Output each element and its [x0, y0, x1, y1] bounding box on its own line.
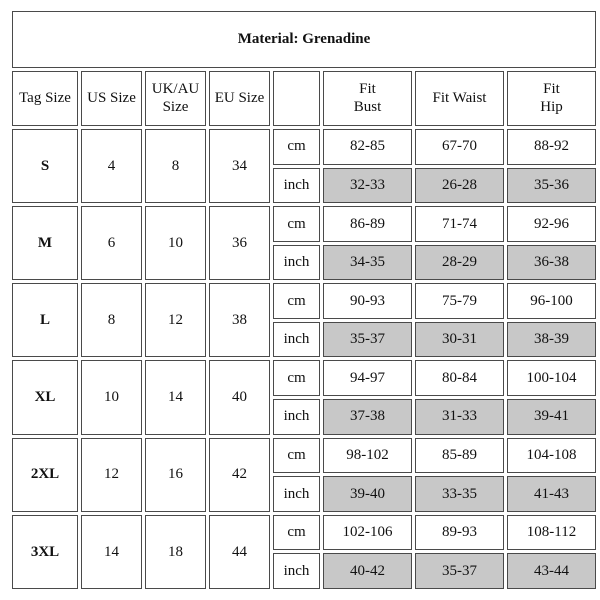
size-chart-table: [9, 8, 599, 592]
header-us-size: US Size: [81, 71, 142, 126]
bust-inch-cell: 32-33: [323, 168, 412, 204]
hip-cm-cell: 92-96: [507, 206, 596, 242]
title-row: [12, 11, 596, 68]
eu-size-cell: 44: [209, 515, 270, 589]
header-row: [12, 71, 596, 126]
unit-inch-cell: inch: [273, 168, 320, 204]
hip-cm-cell: 100-104: [507, 360, 596, 396]
header-fit-bust: [323, 71, 412, 126]
header-eu-size: EU Size: [209, 71, 270, 126]
us-size-cell: 6: [81, 206, 142, 280]
tag-size-cell: 3XL: [12, 515, 78, 589]
us-size-cell: 4: [81, 129, 142, 203]
waist-cm-cell: 89-93: [415, 515, 504, 551]
bust-cm-cell: 90-93: [323, 283, 412, 319]
tag-size-cell: S: [12, 129, 78, 203]
table-row-s-cm: [12, 129, 596, 165]
hip-cm-cell: 88-92: [507, 129, 596, 165]
header-tag-size: Tag Size: [12, 71, 78, 126]
waist-inch-cell: 35-37: [415, 553, 504, 589]
ukau-size-cell: 18: [145, 515, 206, 589]
eu-size-cell: 38: [209, 283, 270, 357]
bust-cm-cell: 98-102: [323, 438, 412, 474]
table-row-3xl-cm: [12, 515, 596, 551]
unit-inch-cell: inch: [273, 399, 320, 435]
bust-inch-cell: 37-38: [323, 399, 412, 435]
table-row-m-cm: [12, 206, 596, 242]
tag-size-cell: 2XL: [12, 438, 78, 512]
table-title: Material: Grenadine: [12, 11, 596, 68]
hip-cm-cell: 104-108: [507, 438, 596, 474]
waist-cm-cell: 71-74: [415, 206, 504, 242]
header-ukau-line2: Size: [162, 99, 189, 116]
hip-cm-cell: 96-100: [507, 283, 596, 319]
tag-size-cell: L: [12, 283, 78, 357]
header-fit-hip: [507, 71, 596, 126]
bust-cm-cell: 102-106: [323, 515, 412, 551]
unit-cm-cell: cm: [273, 206, 320, 242]
unit-inch-cell: inch: [273, 553, 320, 589]
bust-cm-cell: 86-89: [323, 206, 412, 242]
tag-size-cell: M: [12, 206, 78, 280]
unit-inch-cell: inch: [273, 322, 320, 358]
unit-cm-cell: cm: [273, 283, 320, 319]
eu-size-cell: 34: [209, 129, 270, 203]
eu-size-cell: 42: [209, 438, 270, 512]
header-fit-bust-line2: Bust: [353, 99, 382, 116]
waist-inch-cell: 31-33: [415, 399, 504, 435]
hip-inch-cell: 38-39: [507, 322, 596, 358]
table-row-l-cm: [12, 283, 596, 319]
bust-inch-cell: 40-42: [323, 553, 412, 589]
header-fit-bust-line1: Fit: [359, 80, 376, 97]
eu-size-cell: 40: [209, 360, 270, 434]
header-fit-hip-line1: Fit: [543, 80, 560, 97]
header-unit: [273, 71, 320, 126]
waist-inch-cell: 26-28: [415, 168, 504, 204]
unit-cm-cell: cm: [273, 129, 320, 165]
ukau-size-cell: 8: [145, 129, 206, 203]
us-size-cell: 10: [81, 360, 142, 434]
ukau-size-cell: 14: [145, 360, 206, 434]
us-size-cell: 8: [81, 283, 142, 357]
waist-inch-cell: 30-31: [415, 322, 504, 358]
ukau-size-cell: 10: [145, 206, 206, 280]
hip-inch-cell: 41-43: [507, 476, 596, 512]
bust-cm-cell: 94-97: [323, 360, 412, 396]
bust-inch-cell: 34-35: [323, 245, 412, 281]
bust-inch-cell: 39-40: [323, 476, 412, 512]
bust-cm-cell: 82-85: [323, 129, 412, 165]
hip-cm-cell: 108-112: [507, 515, 596, 551]
waist-cm-cell: 85-89: [415, 438, 504, 474]
ukau-size-cell: 16: [145, 438, 206, 512]
header-ukau-size: [145, 71, 206, 126]
unit-cm-cell: cm: [273, 360, 320, 396]
ukau-size-cell: 12: [145, 283, 206, 357]
unit-inch-cell: inch: [273, 476, 320, 512]
waist-inch-cell: 28-29: [415, 245, 504, 281]
header-fit-hip-line2: Hip: [540, 99, 563, 116]
bust-inch-cell: 35-37: [323, 322, 412, 358]
unit-cm-cell: cm: [273, 515, 320, 551]
us-size-cell: 14: [81, 515, 142, 589]
table-row-xl-cm: [12, 360, 596, 396]
us-size-cell: 12: [81, 438, 142, 512]
unit-inch-cell: inch: [273, 245, 320, 281]
unit-cm-cell: cm: [273, 438, 320, 474]
hip-inch-cell: 39-41: [507, 399, 596, 435]
hip-inch-cell: 36-38: [507, 245, 596, 281]
waist-cm-cell: 75-79: [415, 283, 504, 319]
waist-inch-cell: 33-35: [415, 476, 504, 512]
hip-inch-cell: 35-36: [507, 168, 596, 204]
waist-cm-cell: 67-70: [415, 129, 504, 165]
table-row-2xl-cm: [12, 438, 596, 474]
tag-size-cell: XL: [12, 360, 78, 434]
header-ukau-line1: UK/AU: [151, 80, 200, 97]
eu-size-cell: 36: [209, 206, 270, 280]
header-fit-waist: Fit Waist: [415, 71, 504, 126]
hip-inch-cell: 43-44: [507, 553, 596, 589]
waist-cm-cell: 80-84: [415, 360, 504, 396]
